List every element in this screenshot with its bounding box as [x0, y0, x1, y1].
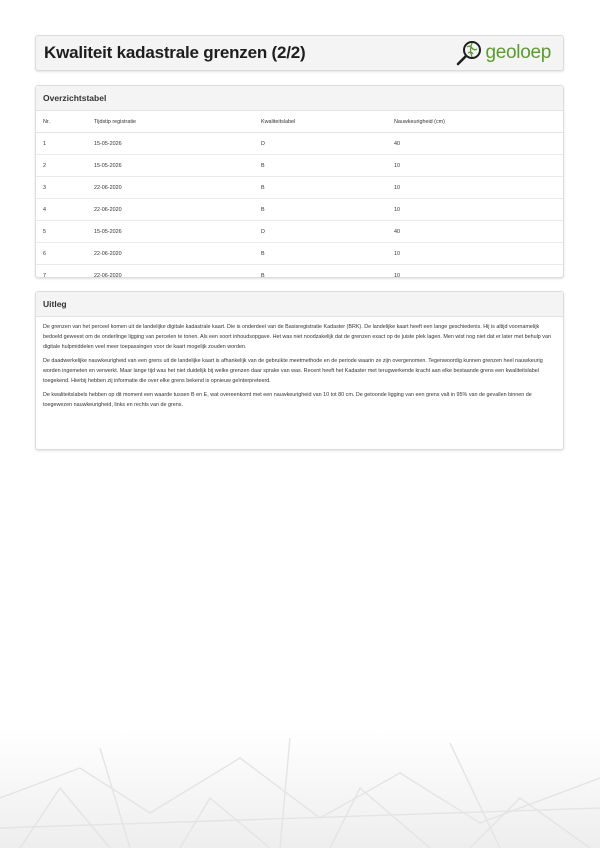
cell-date: 15-05-2026 [94, 162, 122, 169]
cell-accuracy: 10 [394, 206, 400, 213]
cell-nr: 2 [43, 162, 46, 169]
explanation-paragraph: De grenzen van het perceel komen uit de landelijke digitale kadastrale kaart. Die is onderdeel van de Basisregistratie Kadaster (BRK). De landelijke kaart heeft een lange geschiedenis. Hij is altijd voornamelijk bedoeld geweest om de onderlinge ligging van percelen te tonen. Als een soort inhoudsopgave. Het was niet noodzakelijk dat de grenzen exact op de juiste plek lagen. Men wist nog niet dat er later met behulp van digitale hulpmiddelen veel meer toepassingen voor de kaart mogelijk zouden worden. [43, 324, 551, 350]
overview-table [36, 111, 563, 286]
table-row [36, 199, 563, 221]
cell-date: 22-06-2020 [94, 184, 122, 191]
column-header-label: Kwaliteitslabel [261, 118, 296, 125]
cell-accuracy: 40 [394, 140, 400, 147]
cell-date: 15-05-2026 [94, 228, 122, 235]
cell-date: 22-06-2020 [94, 272, 122, 279]
cell-label: B [261, 272, 265, 279]
cell-label: B [261, 250, 265, 257]
logo-text: geoloep [485, 42, 551, 63]
table-row [36, 133, 563, 155]
section-title-explanation: Uitleg [36, 292, 563, 317]
cell-accuracy: 40 [394, 228, 400, 235]
column-header-accuracy: Nauwkeurigheid (cm) [394, 118, 445, 125]
cell-nr: 1 [43, 140, 46, 147]
table-row [36, 243, 563, 265]
table-header-row [36, 111, 563, 133]
cell-label: B [261, 162, 265, 169]
section-title-overview: Overzichtstabel [36, 86, 563, 111]
explanation-paragraph: De daadwerkelijke nauwkeurigheid van een grens uit de landelijke kaart is afhankelijk van de gebruikte meetmethode en de periode waarin ze zijn overgenomen. Tegenwoordig kunnen grenzen heel nauwkeurig worden ingemeten en verwerkt. Maar lange tijd was het niet duidelijk bij welke grenzen daar sprake van was. Recent heeft het Kadaster met terugwerkende kracht aan elke bestaande grens een kwaliteitslabel toegekend. Hierbij hebben zij informatie die over elke grens bekend is opnieuw geïnterpreteerd. [43, 358, 543, 384]
cell-label: D [261, 140, 265, 147]
cell-accuracy: 10 [394, 250, 400, 257]
column-header-date: Tijdstip registratie [94, 118, 137, 125]
cell-label: D [261, 228, 265, 235]
cell-date: 15-05-2026 [94, 140, 122, 147]
cell-nr: 5 [43, 228, 46, 235]
cell-accuracy: 10 [394, 272, 400, 279]
explanation-body [36, 317, 563, 410]
cell-accuracy: 10 [394, 184, 400, 191]
cell-date: 22-06-2020 [94, 206, 122, 213]
magnifier-globe-icon [455, 39, 483, 67]
cell-nr: 4 [43, 206, 46, 213]
column-header-nr: Nr. [43, 118, 50, 125]
table-row [36, 177, 563, 199]
geoloep-logo [455, 39, 551, 67]
background-map-pattern [0, 728, 600, 848]
table-row [36, 221, 563, 243]
cell-label: B [261, 206, 265, 213]
explanation-card [35, 291, 564, 450]
explanation-paragraph: De kwaliteitslabels hebben op dit moment een waarde tussen B en E, wat overeenkomt met een nauwkeurigheid van 10 tot 80 cm. De getoonde ligging van een grens valt in 95% van de gevallen binnen de toegewezen nauwkeurigheid, links en rechts van de grens. [43, 392, 532, 408]
cell-date: 22-06-2020 [94, 250, 122, 257]
cell-nr: 3 [43, 184, 46, 191]
page-header [35, 35, 564, 71]
table-row [36, 155, 563, 177]
cell-accuracy: 10 [394, 162, 400, 169]
table-row [36, 265, 563, 287]
cell-nr: 6 [43, 250, 46, 257]
cell-label: B [261, 184, 265, 191]
cell-nr: 7 [43, 272, 46, 279]
overview-table-card [35, 85, 564, 278]
page-title: Kwaliteit kadastrale grenzen (2/2) [44, 43, 306, 62]
